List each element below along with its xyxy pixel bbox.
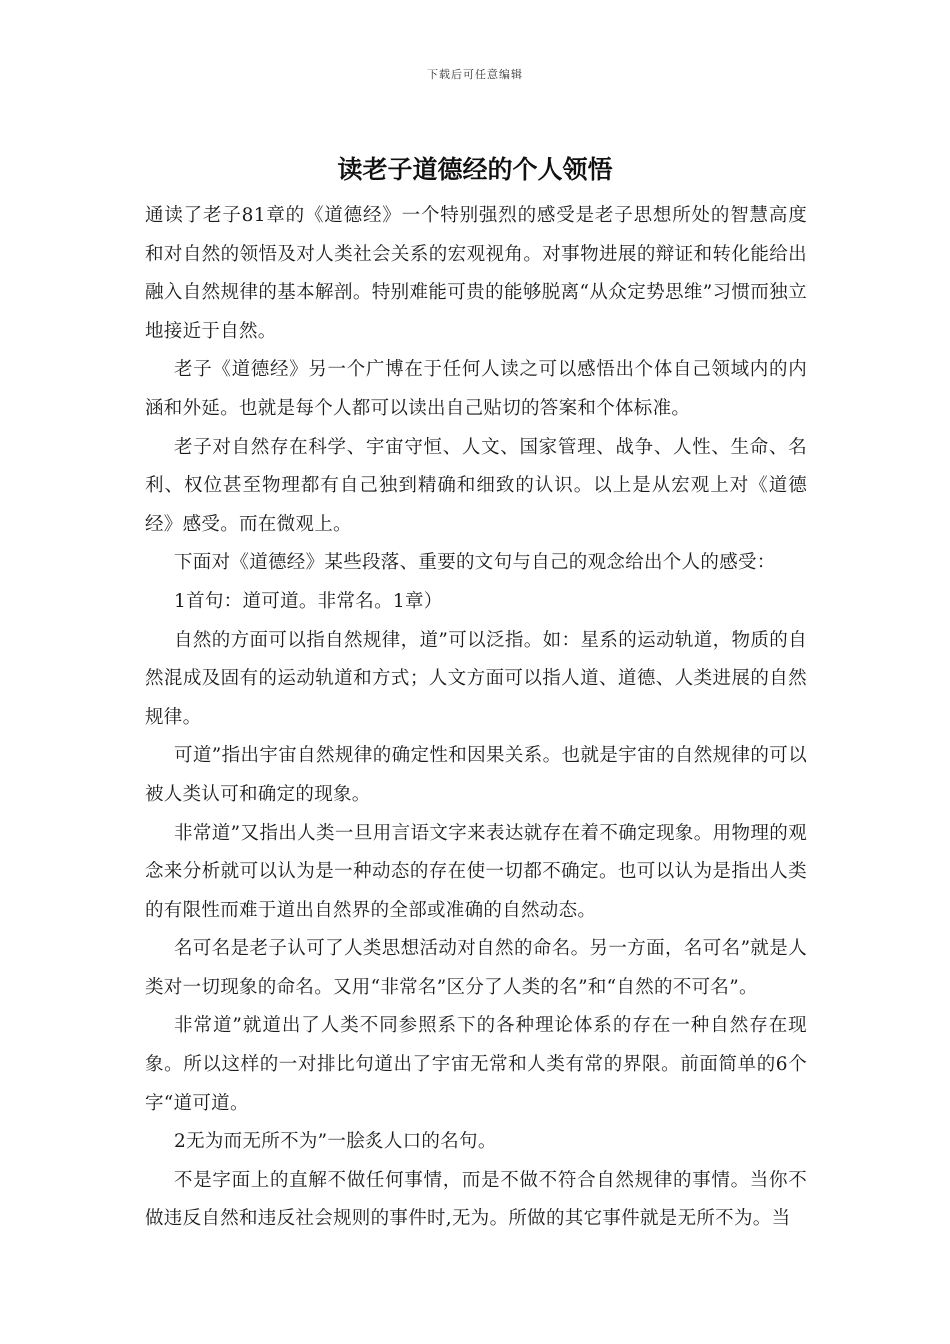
paragraph: 下面对《道德经》某些段落、重要的文句与自己的观念给出个人的感受： bbox=[174, 552, 776, 574]
header-note: 下载后可任意编辑 bbox=[427, 68, 523, 81]
paragraph: 名可名是老子认可了人类思想活动对自然的命名。另一方面，名可名”就是人类对一切现象的命名。又用“非常名”区分了人类的名”和“自然的不可名”。 bbox=[145, 938, 807, 998]
paragraph: 自然的方面可以指自然规律，道”可以泛指。如：星系的运动轨道，物质的自然混成及固有的运动轨道和方式；人文方面可以指人道、道德、人类进展的自然规律。 bbox=[145, 629, 807, 728]
paragraph: 老子《道德经》另一个广博在于任何人读之可以感悟出个体自己领域内的内涵和外延。也就是每个人都可以读出自己贴切的答案和个体标准。 bbox=[145, 359, 807, 419]
paragraph: 不是字面上的直解不做任何事情，而是不做不符合自然规律的事情。当你不做违反自然和违反社会规则的事件时,无为。所做的其它事件就是无所不为。当 bbox=[145, 1169, 807, 1230]
paragraph: 可道”指出宇宙自然规律的确定性和因果关系。也就是宇宙的自然规律的可以被人类认可和确定的现象。 bbox=[145, 745, 807, 805]
document-body bbox=[145, 197, 807, 1239]
paragraph: 1首句：道可道。非常名。1章） bbox=[174, 590, 443, 612]
document-title: 读老子道德经的个人领悟 bbox=[337, 155, 613, 184]
paragraph: 通读了老子81章的《道德经》一个特别强烈的感受是老子思想所处的智慧高度和对自然的领悟及对人类社会关系的宏观视角。对事物进展的辩证和转化能给出融入自然规律的基本解剖。特别难能可贵的能够脱离“从众定势思维”习惯而独立地接近于自然。 bbox=[145, 205, 807, 342]
paragraph: 2无为而无所不为”一脍炙人口的名句。 bbox=[174, 1131, 497, 1153]
paragraph: 非常道”又指出人类一旦用言语文字来表达就存在着不确定现象。用物理的观念来分析就可以认为是一种动态的存在使一切都不确定。也可以认为是指出人类的有限性而难于道出自然界的全部或准确的自然动态。 bbox=[145, 822, 807, 921]
paragraph: 非常道”就道出了人类不同参照系下的各种理论体系的存在一种自然存在现象。所以这样的一对排比句道出了宇宙无常和人类有常的界限。前面简单的6个字“道可道。 bbox=[145, 1015, 807, 1114]
paragraph: 老子对自然存在科学、宇宙守恒、人文、国家管理、战争、人性、生命、名利、权位甚至物理都有自己独到精确和细致的认识。以上是从宏观上对《道德经》感受。而在微观上。 bbox=[145, 436, 807, 535]
